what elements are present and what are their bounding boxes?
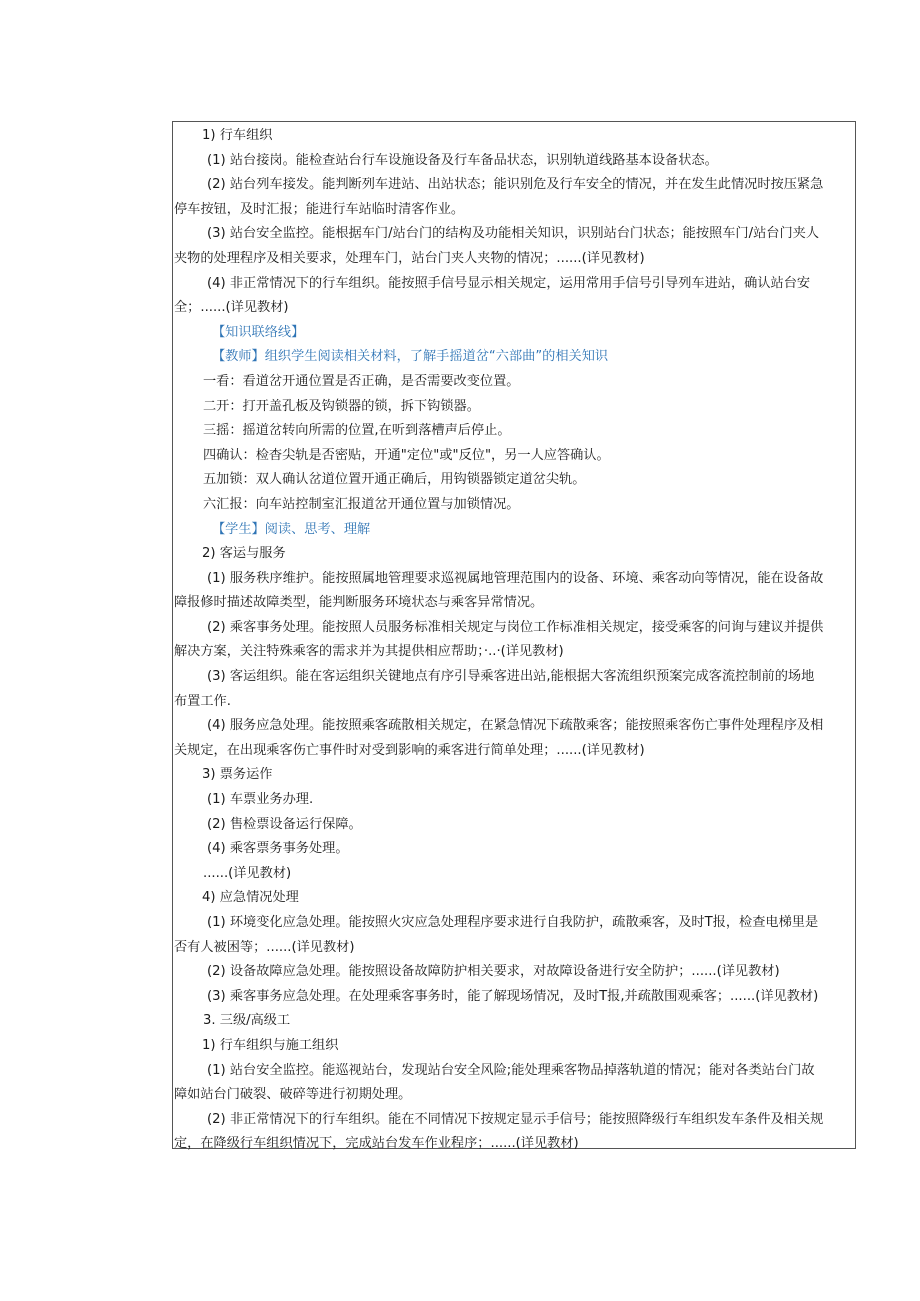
text-line: (2) 乘客事务处理。能按照人员服务标准相关规定与岗位工作标准相关规定，接受乘客的问询与建议并提供 — [207, 619, 824, 635]
text-line: 布置工作. — [174, 693, 231, 709]
text-line: 3. 三级/高级工 — [203, 1013, 291, 1029]
text-line: 1) 行车组织与施工组织 — [202, 1037, 339, 1053]
text-line: 夹物的处理程序及相关要求，处理车门，站台门夹人夹物的情况；......(详见教材) — [174, 250, 645, 266]
text-line: (3) 客运组织。能在客运组织关键地点有序引导乘客进出站,能根据大客流组织预案完成客流控制前的场地 — [207, 669, 815, 685]
text-line: 【学生】阅读、思考、理解 — [212, 521, 371, 537]
text-line: 关规定，在出现乘客伤亡事件时对受到影响的乘客进行简单处理；......(详见教材) — [174, 742, 645, 758]
text-line: (2) 设备故障应急处理。能按照设备故障防护相关要求，对故障设备进行安全防护；......(详见教材) — [207, 964, 780, 980]
text-line: (3) 乘客事务应急处理。在处理乘客事务时，能了解现场情况，及时T报,并疏散围观乘客；......(详见教材) — [207, 988, 819, 1004]
text-line: (1) 环境变化应急处理。能按照火灾应急处理程序要求进行自我防护，疏散乘客，及时T报，检查电梯里是 — [207, 915, 819, 930]
text-line: (4) 服务应急处理。能按照乘客疏散相关规定，在紧急情况下疏散乘客；能按照乘客伤亡事件处理程序及相 — [207, 718, 824, 734]
text-line: 四确认：检杳尖轨是否密贴，开通"定位"或"反位"，另一人应答确认。 — [203, 447, 610, 463]
text-line: 障如站台门破裂、破碎等进行初期处理。 — [174, 1087, 412, 1103]
text-line: (1) 服务秩序维护。能按照属地管理要求巡视属地管理范围内的设备、环境、乘客动向等情况，能在设备故 — [207, 570, 824, 586]
text-line: (1) 站台接岗。能检查站台行车设施设备及行车备品状态，识别轨道线路基本设备状态。 — [207, 152, 718, 168]
text-line: 障报修时描述故障类型，能判断服务环境状态与乘客异常情况。 — [174, 595, 544, 611]
text-line: (3) 站台安全监控。能根据车门/站台门的结构及功能相关知识，识别站台门状态；能按照车门/站台门夹人 — [207, 226, 820, 242]
text-line: (2) 非正常情况下的行车组织。能在不同情况下按规定显示手信号；能按照降级行车组织发车条件及相关规 — [207, 1111, 824, 1127]
text-line: (2) 售检票设备运行保障。 — [207, 816, 362, 832]
text-line: 【教师】组织学生阅读相关材料，了解手摇道岔“六部曲”的相关知识 — [212, 349, 609, 365]
text-line: 三摇：摇道岔转向所需的位置,在听到落槽声后停止。 — [203, 423, 511, 439]
text-line: 全；......(详见教材) — [174, 300, 289, 316]
text-line: 否有人被困等；......(详见教材) — [174, 939, 355, 955]
text-line: (2) 站台列车接发。能判断列车进站、出站状态；能识别危及行车安全的情况，并在发生此情况时按压紧急 — [207, 177, 824, 193]
text-line: (1) 车票业务办理. — [207, 792, 314, 808]
text-line: 六汇报：向车站控制室汇报道岔开通位置与加锁情况。 — [203, 496, 520, 512]
text-line: 一看：看道岔开通位置是否正确，是否需要改变位置。 — [203, 373, 520, 389]
text-line: 五加锁：双人确认岔道位置开通正确后，用钩锁器锁定道岔尖轨。 — [203, 472, 586, 488]
text-line: (1) 站台安全监控。能巡视站台，发现站台安全风险;能处理乘客物品掉落轨道的情况；能对各类站台门故 — [207, 1062, 815, 1078]
text-line: 1) 行车组织 — [202, 128, 273, 143]
text-line: (4) 乘客票务事务处理。 — [207, 841, 349, 857]
text-line: 定，在降级行车组织情况下，完成站台发车作业程序；......(详见教材) — [174, 1136, 579, 1152]
text-line: 2) 客运与服务 — [202, 546, 286, 562]
text-line: 【知识联络线】 — [212, 324, 305, 340]
text-line: 停车按钮，及时汇报；能进行车站临时清客作业。 — [174, 201, 465, 217]
text-line: (4) 非正常情况下的行车组织。能按照手信号显示相关规定，运用常用手信号引导列车进站，确认站台安 — [207, 275, 811, 291]
text-line: 4) 应急情况处理 — [202, 890, 299, 906]
text-line: ......(详见教材) — [203, 865, 292, 881]
text-line: 二开：打开盖孔板及钩锁器的锁，拆下钩锁器。 — [203, 398, 480, 414]
text-line: 解决方案，关注特殊乘客的需求并为其提供相应帮助；·..·(详见教材) — [174, 644, 564, 660]
document-body — [174, 124, 856, 1157]
text-line: 3) 票务运作 — [202, 767, 273, 783]
